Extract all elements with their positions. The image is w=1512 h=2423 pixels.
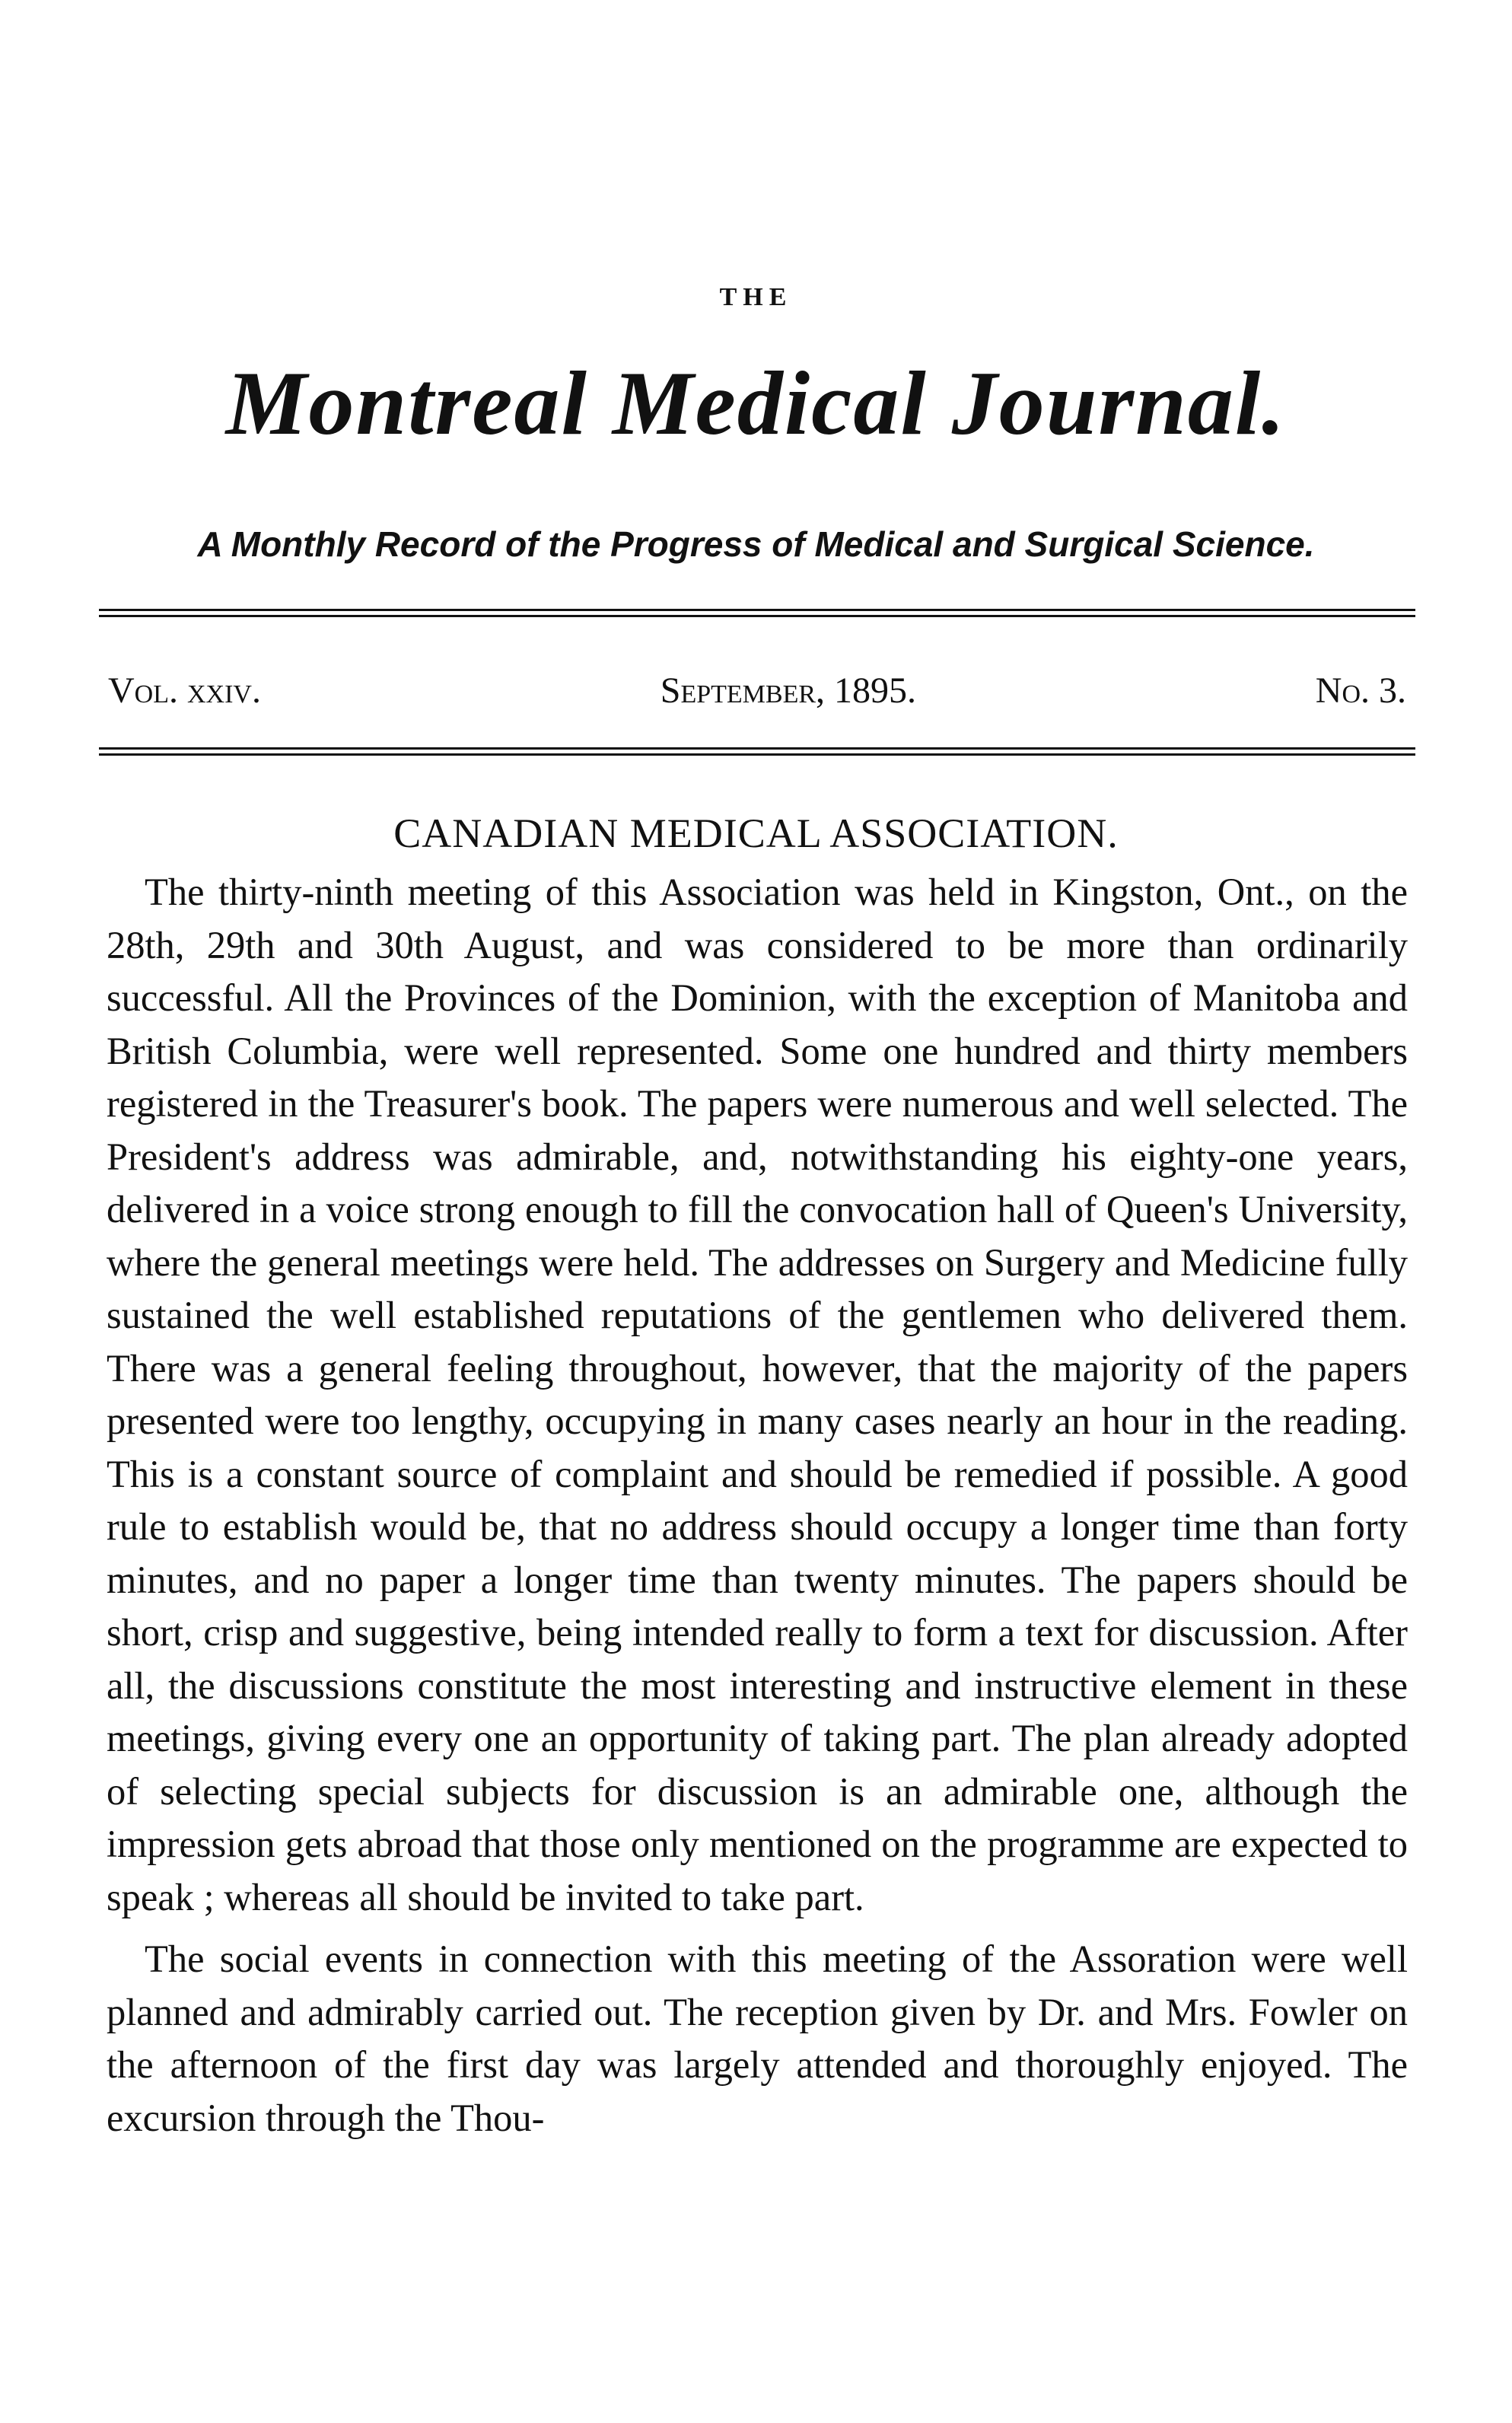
journal-subtitle: A Monthly Record of the Progress of Medical and Surgical Science.	[197, 524, 1315, 564]
paragraph: The thirty-ninth meeting of this Association was held in Kingston, Ont., on the 28th, 29th and 30th August, and was considered to be more than ordinarily successful. All the Provinces of the Dominion, with the exception of Manitoba and British Columbia, were well represented. Some one hundred and thirty members registered in the Treasurer's book. The papers were numerous and well selected. The President's address was admirable, and, notwithstanding his eighty-one years, delivered in a voice strong enough to fill the convocation hall of Queen's University, where the general meetings were held. The addresses on Surgery and Medicine fully sustained the well established reputations of the gentlemen who delivered them. There was a general feeling throughout, however, that the majority of the papers presented were too lengthy, occupying in many cases nearly an hour in the reading. This is a constant source of complaint and should be remedied if possible. A good rule to establish would be, that no address should occupy a longer time than forty minutes, and no paper a longer time than twenty minutes. The papers should be short, crisp and suggestive, being intended really to form a text for discussion. After all, the discussions constitute the most interesting and instructive element in these meetings, giving every one an opportunity of taking part. The plan already adopted of selecting special subjects for discussion is an admirable one, although the impression gets abroad that those only mentioned on the programme are expected to speak ; whereas all should be invited to take part.	[107, 871, 1408, 1918]
issue-line	[108, 670, 1406, 712]
bottom-rule-inner	[99, 753, 1415, 756]
bottom-rule	[99, 747, 1415, 750]
top-rule	[99, 609, 1415, 611]
masthead-the: THE	[719, 283, 793, 311]
issue-number: No. 3.	[1315, 670, 1406, 711]
issue-date: September, 1895.	[660, 670, 917, 711]
top-rule-inner	[99, 615, 1415, 617]
article-body	[107, 866, 1408, 2144]
paragraph: The social events in connection with this meeting of the Assoration were well planned and admirably carried out. The reception given by Dr. and Mrs. Fowler on the afternoon of the first day was largely attended and thoroughly enjoyed. The excursion through the Thou-	[107, 1937, 1408, 2139]
article-title: CANADIAN MEDICAL ASSOCIATION.	[393, 810, 1119, 856]
volume-label: Vol. xxiv.	[108, 670, 261, 711]
journal-title: Montreal Medical Journal.	[225, 352, 1287, 454]
